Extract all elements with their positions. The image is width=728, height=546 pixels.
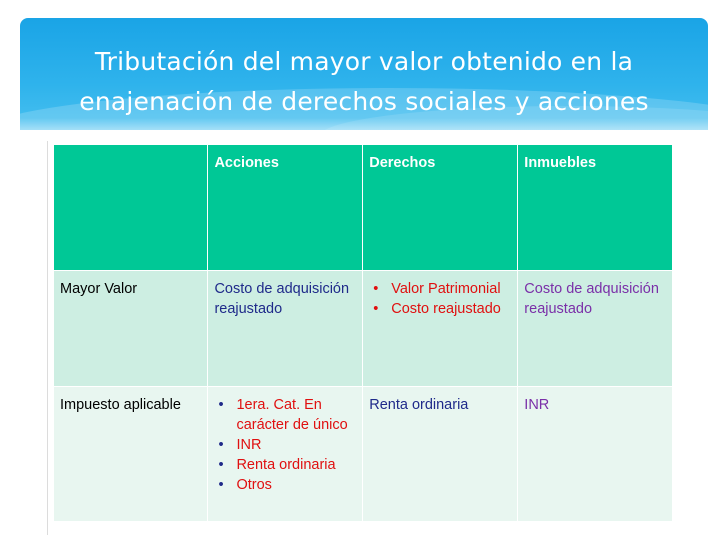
list-item: • Renta ordinaria bbox=[214, 455, 356, 475]
list-item: • Otros bbox=[214, 475, 356, 495]
table-row-impuesto-aplicable bbox=[54, 387, 673, 522]
cell-impuesto-acciones bbox=[208, 387, 363, 522]
table-header-row bbox=[54, 145, 673, 271]
cell-impuesto-derechos: Renta ordinaria bbox=[363, 387, 518, 522]
cell-mayor-valor-inmuebles: Costo de adquisición reajustado bbox=[518, 271, 673, 387]
table-row-mayor-valor bbox=[54, 271, 673, 387]
row-label-mayor-valor: Mayor Valor bbox=[54, 271, 208, 387]
row-label-impuesto-aplicable: Impuesto aplicable bbox=[54, 387, 208, 522]
list-item: • Costo reajustado bbox=[369, 299, 511, 319]
derechos-bullet-list bbox=[369, 279, 511, 319]
list-item: • INR bbox=[214, 435, 356, 455]
comparison-table-container bbox=[47, 141, 674, 535]
title-banner bbox=[20, 18, 708, 130]
comparison-table bbox=[53, 144, 673, 522]
header-cell-inmuebles: Inmuebles bbox=[518, 145, 673, 271]
header-cell-acciones: Acciones bbox=[208, 145, 363, 271]
slide-title: Tributación del mayor valor obtenido en la enajenación de derechos sociales y acciones bbox=[79, 47, 649, 116]
list-item: • Valor Patrimonial bbox=[369, 279, 511, 299]
header-cell-empty bbox=[54, 145, 208, 271]
acciones-bullet-list bbox=[214, 395, 356, 495]
list-item: • 1era. Cat. En carácter de único bbox=[214, 395, 356, 435]
cell-impuesto-inmuebles: INR bbox=[518, 387, 673, 522]
header-cell-derechos: Derechos bbox=[363, 145, 518, 271]
cell-mayor-valor-derechos bbox=[363, 271, 518, 387]
cell-mayor-valor-acciones: Costo de adquisición reajustado bbox=[208, 271, 363, 387]
